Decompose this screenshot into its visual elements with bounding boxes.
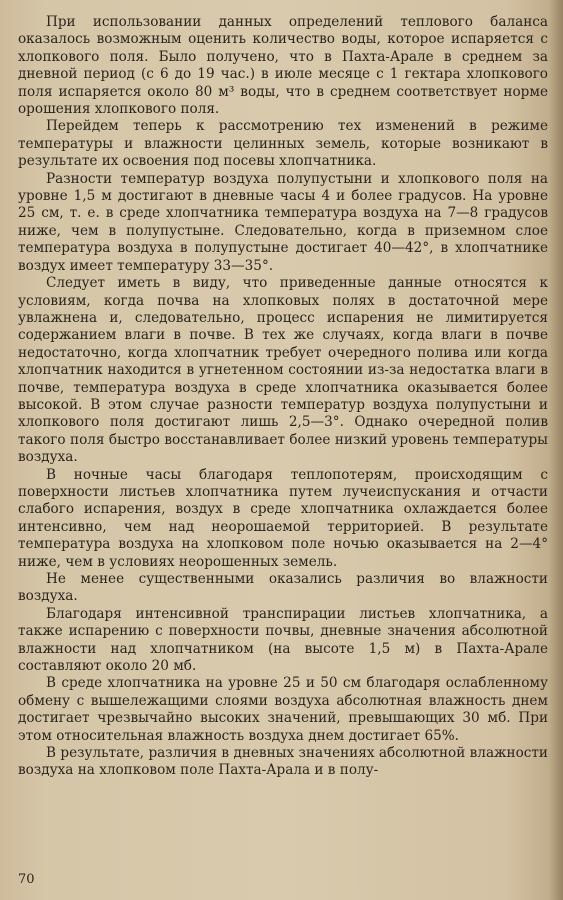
paragraph: При использовании данных определений теплового баланса оказалось возможным оценить количество воды, которое испаряется с хлопкового поля. Было получено, что в Пахта-Арале в среднем за дневной период (с 6 до 19 час.) в июле месяце с 1 гектара хлопкового поля испаряется около 80 м³ воды, что в среднем соответствует норме орошения хлопкового поля. <box>18 14 548 118</box>
body-text <box>18 14 548 780</box>
page-number: 70 <box>18 872 35 887</box>
paragraph: Благодаря интенсивной транспирации листьев хлопчатника, а также испарению с поверхности почвы, дневные значения абсолютной влажности над хлопчатником (на высоте 1,5 м) в Пахта-Арале составляют около 20 мб. <box>18 605 548 675</box>
paragraph: Разности температур воздуха полупустыни и хлопкового поля на уровне 1,5 м достигают в дневные часы 4 и более градусов. На уровне 25 см, т. е. в среде хлопчатника температура воздуха на 7—8 градусов ниже, чем в полупустыне. Следовательно, когда в приземном слое температура воздуха в полупустыне достигает 40—42°, в хлопчатнике воздух имеет температуру 33—35°. <box>18 170 548 274</box>
paragraph: В ночные часы благодаря теплопотерям, происходящим с поверхности листьев хлопчатника путем лучеиспускания и отчасти слабого испарения, воздух в среде хлопчатника охлаждается более интенсивно, чем над неорошаемой территорией. В результате температура воздуха на хлопковом поле ночью оказывается на 2—4° ниже, чем в условиях неорошенных земель. <box>18 466 548 570</box>
paragraph: В результате, различия в дневных значениях абсолютной влажности воздуха на хлопковом поле Пахта-Арала и в полу- <box>18 745 548 779</box>
paragraph: Следует иметь в виду, что приведенные данные относятся к условиям, когда почва на хлопковых полях в достаточной мере увлажнена и, следовательно, процесс испарения не лимитируется содержанием влаги в почве. В тех же случаях, когда влаги в почве недостаточно, когда хлопчатник требует очередного полива или когда хлопчатник находится в угнетенном состоянии из-за недостатка влаги в почве, температура воздуха в среде хлопчатника оказывается более высокой. В этом случае разности температур воздуха полупустыни и хлопкового поля достигают лишь 2,5—3°. Однако очередной полив такого поля быстро восстанавливает более низкий уровень температуры воздуха. <box>18 275 548 466</box>
paragraph: Перейдем теперь к рассмотрению тех изменений в режиме температуры и влажности целинных земель, которые возникают в результате их освоения под посевы хлопчатника. <box>18 118 548 170</box>
paragraph: В среде хлопчатника на уровне 25 и 50 см благодаря ослабленному обмену с вышележащими слоями воздуха абсолютная влажность днем достигает чрезвычайно высоких значений, превышающих 30 мб. При этом относительная влажность воздуха днем достигает 65%. <box>18 675 548 744</box>
paragraph: Не менее существенными оказались различия во влажности воздуха. <box>18 571 548 605</box>
